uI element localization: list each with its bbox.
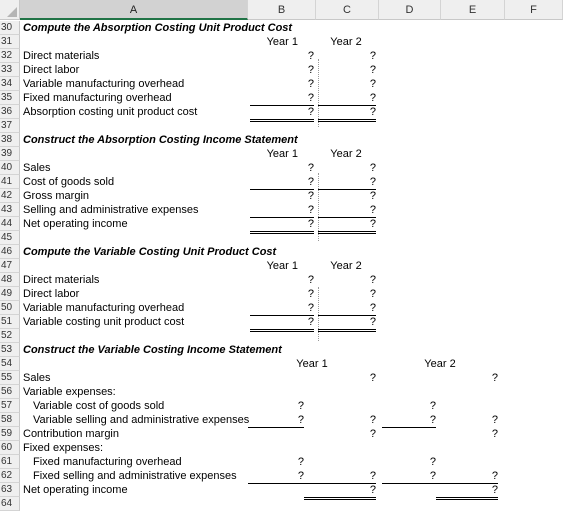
column-header-d[interactable]: D [379, 0, 441, 20]
value-cell-year-2[interactable]: ? [318, 217, 376, 234]
row-header[interactable]: 41 [0, 175, 20, 189]
year-2-header[interactable]: Year 2 [424, 358, 456, 370]
value-cell-c[interactable]: ? [369, 372, 376, 384]
value-cell-d[interactable]: ? [382, 413, 436, 428]
row-label[interactable]: Direct labor [23, 64, 80, 76]
sheet-row[interactable] [0, 497, 563, 511]
section-title[interactable]: Compute the Variable Costing Unit Product Cost [23, 246, 277, 258]
value-cell-b[interactable]: ? [248, 413, 304, 428]
value-cell-year-1[interactable]: ? [250, 217, 314, 234]
select-all-corner[interactable] [0, 0, 20, 20]
value-cell-d[interactable]: ? [382, 469, 436, 484]
value-cell-e[interactable]: ? [491, 372, 498, 384]
row-header[interactable]: 42 [0, 189, 20, 203]
year-1-header[interactable]: Year 1 [266, 148, 298, 160]
row-header[interactable]: 54 [0, 357, 20, 371]
value-cell-year-1[interactable]: ? [250, 203, 314, 218]
sheet-row[interactable] [0, 203, 563, 217]
select-all-triangle-icon [7, 7, 17, 17]
value-cell-year-2[interactable]: ? [318, 105, 376, 122]
section-title[interactable]: Construct the Absorption Costing Income Statement [23, 134, 298, 146]
value-cell-year-2[interactable]: ? [369, 64, 376, 76]
value-cell-d[interactable]: ? [429, 456, 436, 468]
row-header[interactable]: 50 [0, 301, 20, 315]
row-label[interactable]: Sales [23, 162, 51, 174]
value-cell-year-1[interactable]: ? [307, 78, 314, 90]
row-label[interactable]: Fixed expenses: [23, 442, 104, 454]
value-cell-e[interactable]: ? [436, 483, 498, 500]
row-header[interactable]: 58 [0, 413, 20, 427]
value-cell-year-1[interactable]: ? [307, 64, 314, 76]
row-header[interactable]: 61 [0, 455, 20, 469]
row-header[interactable]: 40 [0, 161, 20, 175]
row-header[interactable]: 36 [0, 105, 20, 119]
year-2-header[interactable]: Year 2 [330, 260, 362, 272]
sheet-row[interactable] [0, 371, 563, 385]
value-cell-year-2[interactable]: ? [369, 190, 376, 202]
sheet-row[interactable] [0, 217, 563, 231]
value-cell-year-1[interactable]: ? [250, 315, 314, 332]
sheet-row[interactable] [0, 35, 563, 49]
value-cell-c[interactable]: ? [369, 428, 376, 440]
value-cell-year-2[interactable]: ? [318, 315, 376, 332]
row-label[interactable]: Direct labor [23, 288, 80, 300]
sheet-row[interactable] [0, 301, 563, 315]
value-cell-year-1[interactable]: ? [250, 91, 314, 106]
row-header[interactable]: 59 [0, 427, 20, 441]
value-cell-year-1[interactable]: ? [307, 274, 314, 286]
row-header[interactable]: 55 [0, 371, 20, 385]
value-cell-year-2[interactable]: ? [369, 162, 376, 174]
sheet-row[interactable] [0, 175, 563, 189]
row-header[interactable]: 43 [0, 203, 20, 217]
row-header[interactable]: 53 [0, 343, 20, 357]
sheet-row[interactable] [0, 469, 563, 483]
row-label[interactable]: Variable costing unit product cost [23, 316, 185, 328]
sheet-row[interactable] [0, 133, 563, 147]
sheet-row[interactable] [0, 91, 563, 105]
row-label[interactable]: Contribution margin [23, 428, 119, 440]
value-cell-year-1[interactable]: ? [250, 175, 314, 190]
value-cell-year-2[interactable]: ? [369, 78, 376, 90]
row-header[interactable]: 37 [0, 119, 20, 133]
column-header-f[interactable]: F [505, 0, 563, 20]
column-header-b[interactable]: B [248, 0, 316, 20]
row-label[interactable]: Variable cost of goods sold [33, 400, 165, 412]
row-label[interactable]: Cost of goods sold [23, 176, 115, 188]
value-cell-c[interactable]: ? [369, 414, 376, 426]
row-label[interactable]: Net operating income [23, 484, 128, 496]
row-label[interactable]: Sales [23, 372, 51, 384]
row-label[interactable]: Fixed manufacturing overhead [23, 92, 172, 104]
value-cell-c[interactable]: ? [304, 469, 376, 484]
sheet-row[interactable] [0, 161, 563, 175]
row-header[interactable]: 49 [0, 287, 20, 301]
row-header[interactable]: 52 [0, 329, 20, 343]
column-header-c[interactable]: C [316, 0, 379, 20]
row-header[interactable]: 62 [0, 469, 20, 483]
value-cell-year-1[interactable]: ? [307, 162, 314, 174]
sheet-row[interactable] [0, 147, 563, 161]
value-cell-year-2[interactable]: ? [318, 91, 376, 106]
sheet-row[interactable] [0, 441, 563, 455]
row-label[interactable]: Fixed selling and administrative expenses [33, 470, 237, 482]
value-cell-year-2[interactable]: ? [318, 203, 376, 218]
value-cell-b[interactable]: ? [297, 456, 304, 468]
value-cell-year-2[interactable]: ? [369, 274, 376, 286]
sheet-row[interactable] [0, 357, 563, 371]
row-label[interactable]: Fixed manufacturing overhead [33, 456, 182, 468]
sheet-row[interactable] [0, 273, 563, 287]
sheet-row[interactable] [0, 399, 563, 413]
row-header[interactable]: 39 [0, 147, 20, 161]
value-cell-year-1[interactable]: ? [250, 105, 314, 122]
sheet-row[interactable] [0, 259, 563, 273]
row-header[interactable]: 30 [0, 21, 20, 35]
sheet-row[interactable] [0, 329, 563, 343]
value-cell-year-1[interactable]: ? [307, 190, 314, 202]
sheet-row[interactable] [0, 315, 563, 329]
sheet-row[interactable] [0, 385, 563, 399]
sheet-row[interactable] [0, 483, 563, 497]
row-header[interactable]: 46 [0, 245, 20, 259]
value-cell-year-2[interactable]: ? [369, 50, 376, 62]
row-label[interactable]: Direct materials [23, 50, 100, 62]
row-label[interactable]: Net operating income [23, 218, 128, 230]
column-header-e[interactable]: E [441, 0, 505, 20]
row-header[interactable]: 51 [0, 315, 20, 329]
row-header[interactable]: 56 [0, 385, 20, 399]
year-2-header[interactable]: Year 2 [330, 148, 362, 160]
value-cell-e[interactable]: ? [491, 414, 498, 426]
row-header[interactable]: 47 [0, 259, 20, 273]
row-label[interactable]: Selling and administrative expenses [23, 204, 199, 216]
row-header[interactable]: 48 [0, 273, 20, 287]
row-header[interactable]: 57 [0, 399, 20, 413]
row-header[interactable]: 64 [0, 497, 20, 511]
value-cell-d[interactable]: ? [429, 400, 436, 412]
row-header[interactable]: 33 [0, 63, 20, 77]
row-header[interactable]: 35 [0, 91, 20, 105]
value-cell-b[interactable]: ? [297, 400, 304, 412]
row-header[interactable]: 34 [0, 77, 20, 91]
row-label[interactable]: Variable manufacturing overhead [23, 78, 185, 90]
sheet-row[interactable] [0, 231, 563, 245]
row-header[interactable]: 60 [0, 441, 20, 455]
sheet-row[interactable] [0, 455, 563, 469]
value-cell-e[interactable]: ? [436, 469, 498, 484]
row-header[interactable]: 45 [0, 231, 20, 245]
row-header[interactable]: 44 [0, 217, 20, 231]
sheet-row[interactable] [0, 189, 563, 203]
row-label[interactable]: Variable manufacturing overhead [23, 302, 185, 314]
sheet-row[interactable] [0, 105, 563, 119]
section-title[interactable]: Compute the Absorption Costing Unit Product Cost [23, 22, 293, 34]
sheet-row[interactable] [0, 77, 563, 91]
row-label[interactable]: Variable selling and administrative expenses [33, 414, 250, 426]
value-cell-year-1[interactable]: ? [307, 288, 314, 300]
row-header[interactable]: 32 [0, 49, 20, 63]
sheet-row[interactable] [0, 119, 563, 133]
row-label[interactable]: Direct materials [23, 274, 100, 286]
value-cell-year-2[interactable]: ? [318, 301, 376, 316]
sheet-row[interactable] [0, 63, 563, 77]
section-title[interactable]: Construct the Variable Costing Income Statement [23, 344, 282, 356]
value-cell-year-2[interactable]: ? [318, 175, 376, 190]
sheet-row[interactable] [0, 427, 563, 441]
row-header[interactable]: 38 [0, 133, 20, 147]
value-cell-year-1[interactable]: ? [250, 301, 314, 316]
value-cell-b[interactable]: ? [248, 469, 304, 484]
sheet-row[interactable] [0, 413, 563, 427]
year-1-header[interactable]: Year 1 [266, 260, 298, 272]
year-1-header[interactable]: Year 1 [296, 358, 328, 370]
row-header[interactable]: 31 [0, 35, 20, 49]
row-header[interactable]: 63 [0, 483, 20, 497]
year-1-header[interactable]: Year 1 [266, 36, 298, 48]
sheet-row[interactable] [0, 245, 563, 259]
column-header-a[interactable]: A [20, 0, 248, 20]
year-2-header[interactable]: Year 2 [330, 36, 362, 48]
sheet-row[interactable] [0, 21, 563, 35]
sheet-row[interactable] [0, 49, 563, 63]
value-cell-year-1[interactable]: ? [307, 50, 314, 62]
value-cell-c[interactable]: ? [304, 483, 376, 500]
row-label[interactable]: Variable expenses: [23, 386, 116, 398]
row-label[interactable]: Gross margin [23, 190, 90, 202]
row-label[interactable]: Absorption costing unit product cost [23, 106, 198, 118]
value-cell-e[interactable]: ? [491, 428, 498, 440]
sheet-row[interactable] [0, 343, 563, 357]
sheet-row[interactable] [0, 287, 563, 301]
value-cell-year-2[interactable]: ? [369, 288, 376, 300]
